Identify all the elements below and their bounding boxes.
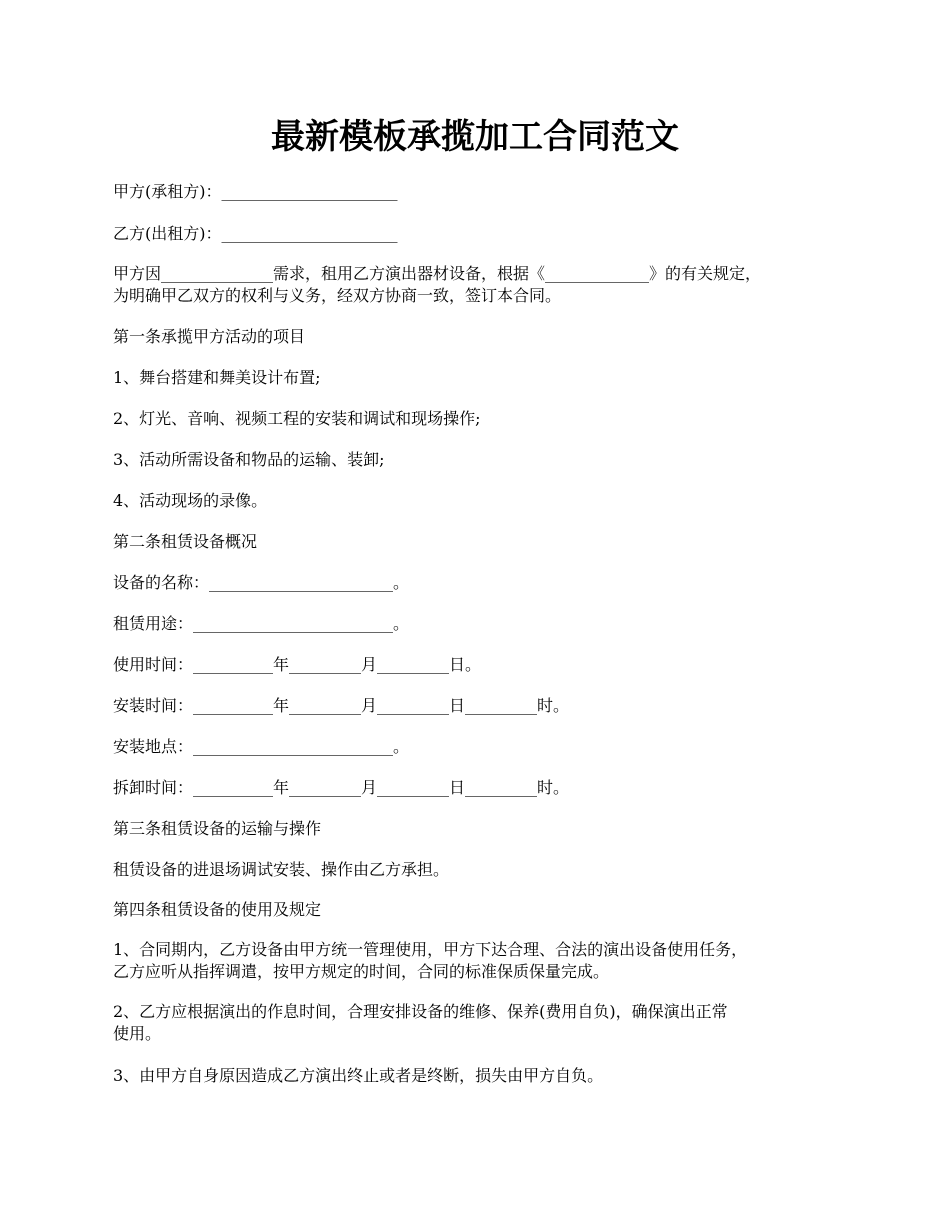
article-3-heading: 第三条租赁设备的运输与操作: [113, 819, 322, 838]
equipment-name-line: 设备的名称：_______________________。: [113, 573, 410, 592]
party-a-line: 甲方(承租方)：______________________: [113, 182, 398, 201]
article-1-item-3: 3、活动所需设备和物品的运输、装卸;: [113, 450, 385, 469]
article-1-item-4: 4、活动现场的录像。: [113, 491, 268, 510]
article-1-item-2: 2、灯光、音响、视频工程的安装和调试和现场操作;: [113, 409, 481, 428]
install-location-line: 安装地点：_________________________。: [113, 737, 410, 756]
dismantle-time-line: 拆卸时间：__________年_________月_________日_________时。: [113, 778, 570, 797]
article-1-item-1: 1、舞台搭建和舞美设计布置;: [113, 368, 321, 387]
rental-purpose-line: 租赁用途：_________________________。: [113, 614, 410, 633]
article-2-heading: 第二条租赁设备概况: [113, 532, 258, 551]
install-time-line: 安装时间：__________年_________月_________日_________时。: [113, 696, 570, 715]
party-b-line: 乙方(出租方)：______________________: [113, 224, 398, 243]
article-4-item-1: 1、合同期内，乙方设备由甲方统一管理使用，甲方下达合理、合法的演出设备使用任务， 乙方应听从指挥调遣，按甲方规定的时间，合同的标准保质保量完成。: [113, 940, 748, 981]
article-4-item-3: 3、由甲方自身原因造成乙方演出终止或者是终断，损失由甲方自负。: [113, 1066, 604, 1085]
article-3-body: 租赁设备的进退场调试安装、操作由乙方承担。: [113, 860, 450, 879]
preamble-paragraph: 甲方因______________需求，租用乙方演出器材设备，根据《_____________》的有关规定， 为明确甲乙双方的权利与义务，经双方协商一致，签订本合同。: [113, 264, 762, 305]
article-4-item-2: 2、乙方应根据演出的作息时间，合理安排设备的维修、保养(费用自负)，确保演出正常 使用。: [113, 1002, 728, 1043]
article-4-heading: 第四条租赁设备的使用及规定: [113, 900, 322, 919]
article-1-heading: 第一条承揽甲方活动的项目: [113, 327, 306, 346]
document-title: 最新模板承揽加工合同范文: [271, 117, 679, 157]
usage-time-line: 使用时间：__________年_________月_________日。: [113, 655, 482, 674]
